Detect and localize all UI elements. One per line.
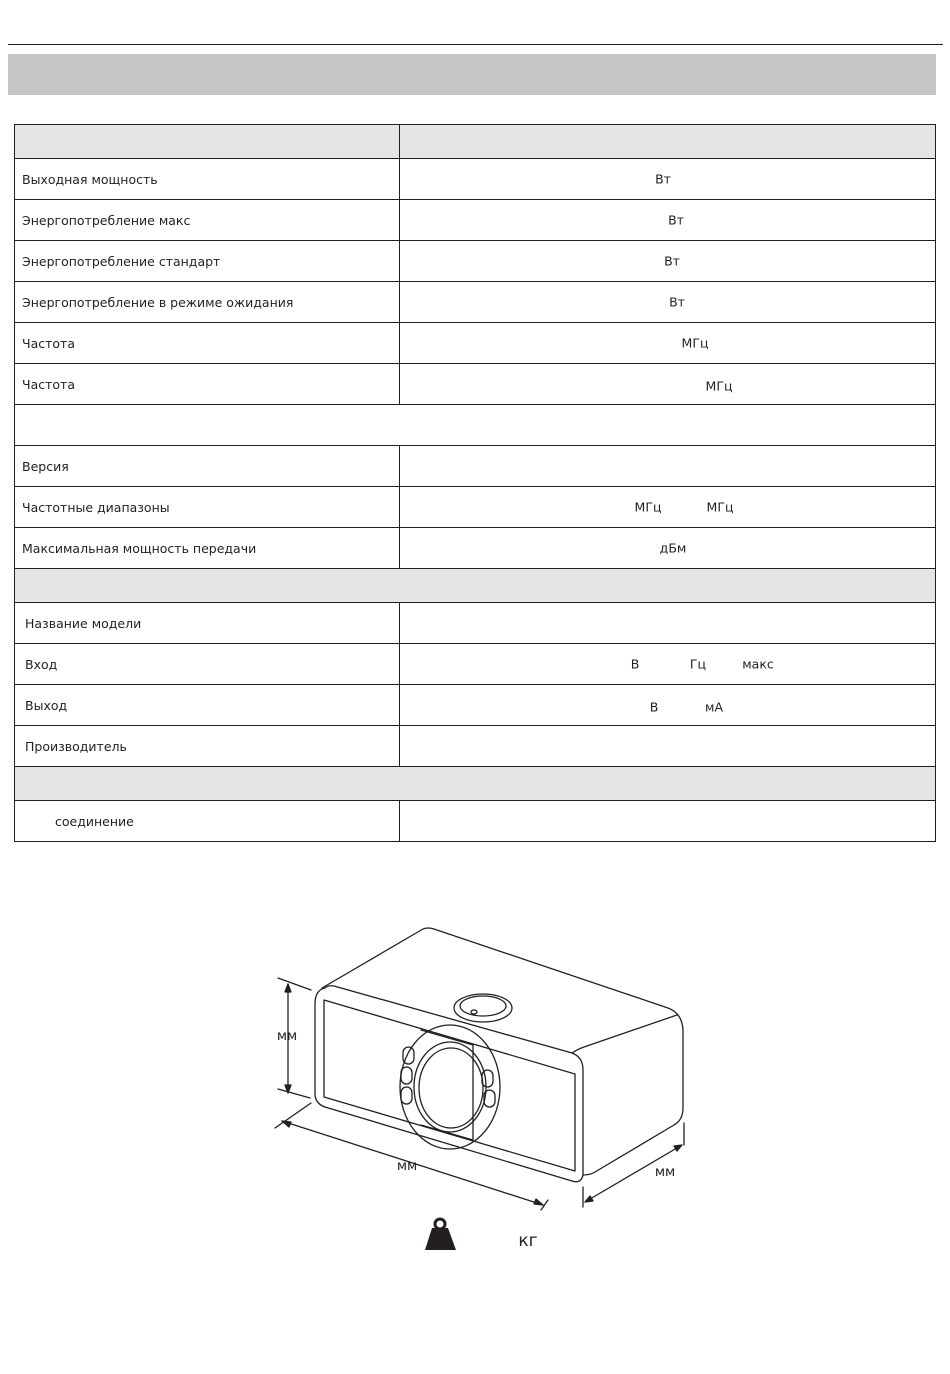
row-label: Частота — [15, 323, 400, 364]
height-unit-label: мм — [276, 1028, 298, 1044]
row-unit: Вт — [669, 294, 685, 310]
weight-icon — [425, 1219, 456, 1250]
row-label: Частота — [15, 364, 400, 405]
row-label: Максимальная мощность передачи — [15, 528, 400, 569]
row-label: Выходная мощность — [15, 159, 400, 200]
row-label: Версия — [15, 446, 400, 487]
row-unit: Вт — [668, 212, 684, 228]
row-label: Вход — [15, 644, 400, 685]
row-label: Выход — [15, 685, 400, 726]
row-label: Энергопотребление стандарт — [15, 241, 400, 282]
speaker-outline — [275, 928, 684, 1210]
row-unit: В — [630, 656, 640, 672]
row-label: Производитель — [15, 726, 400, 767]
row-label: Энергопотребление в режиме ожидания — [15, 282, 400, 323]
length-unit-label: мм — [396, 1158, 418, 1174]
row-unit: мА — [705, 699, 723, 715]
depth-unit-label: мм — [654, 1164, 676, 1180]
row-label: Энергопотребление макс — [15, 200, 400, 241]
row-unit: В — [649, 699, 659, 715]
row-unit: Гц — [689, 656, 707, 672]
row-unit: МГц — [634, 499, 662, 515]
row-unit: МГц — [706, 499, 734, 515]
row-label: соединение — [15, 801, 400, 842]
row-unit: МГц — [705, 378, 733, 394]
row-label: Частотные диапазоны — [15, 487, 400, 528]
row-unit: дБм — [659, 540, 687, 556]
row-unit: Вт — [664, 253, 680, 269]
row-unit: Вт — [655, 171, 671, 187]
weight-unit-label: кг — [518, 1231, 538, 1251]
row-unit: МГц — [681, 335, 709, 351]
row-label: Название модели — [15, 603, 400, 644]
row-unit: макс — [742, 656, 774, 672]
